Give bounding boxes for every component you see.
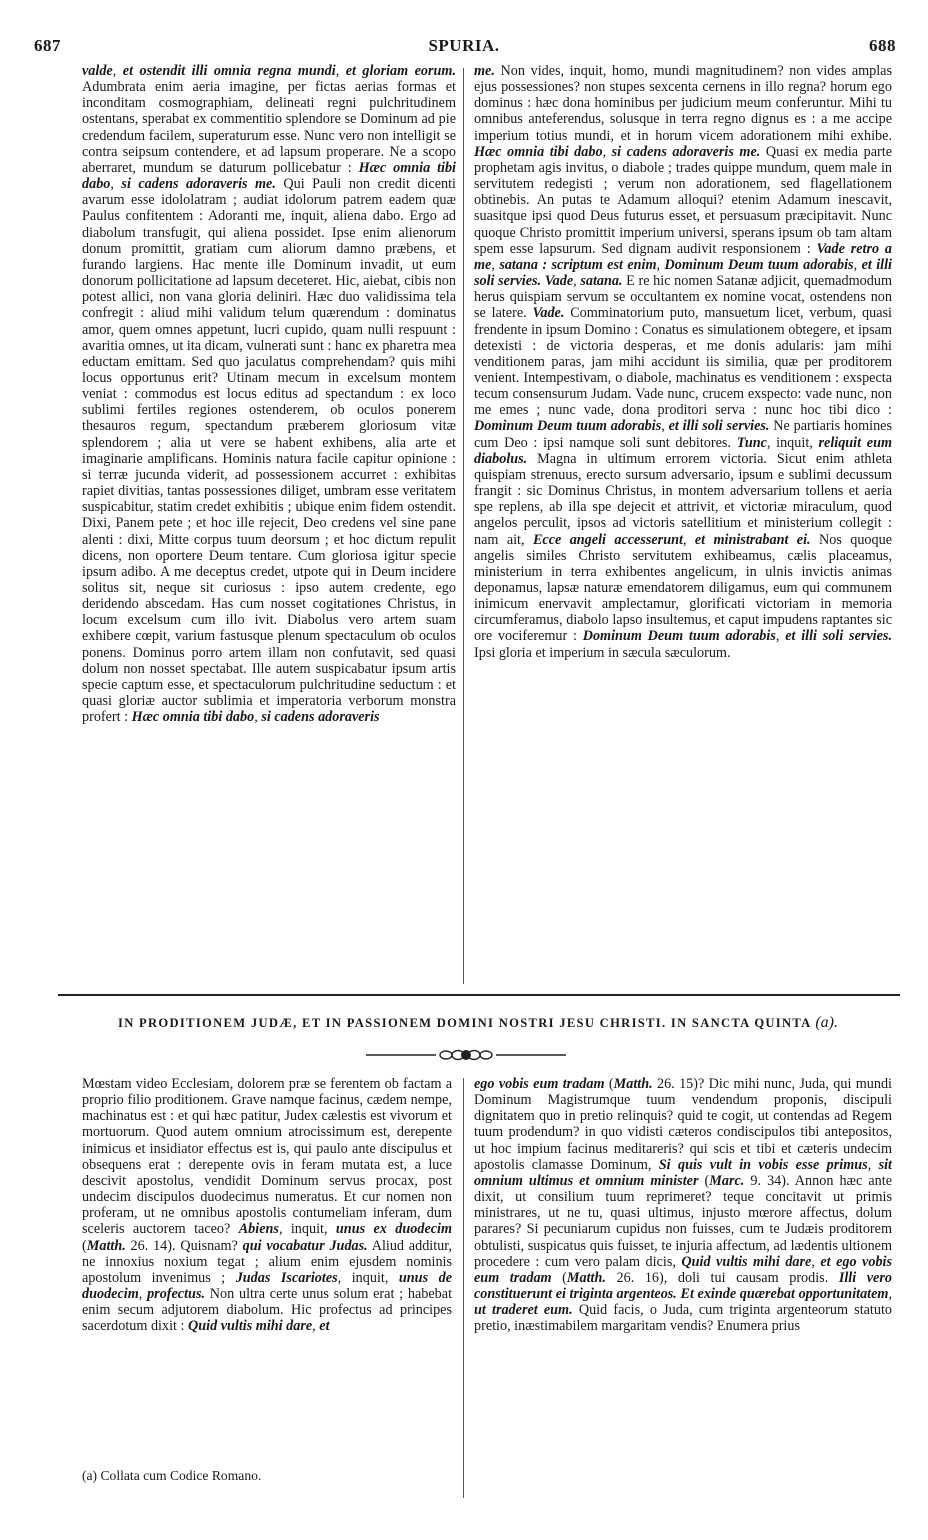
bottom-right-text: ego vobis eum tradam (Matth. 26. 15)? Dic mihi nunc, Juda, qui mundi Dominum Magistrumque tuum vendendum proponis, discipuli dignitatem quo in pretio relinquis? quid te cogit, ut contendas ad Regem tuum prodendum? in quo vidisti cæteros condiscipulos tibi antepositos, ut hoc impium facinus meditareris? qui scis et tibi et cæteris undecim apostolis clamasse Dominum, Si quis vult in vobis esse primus, sit omnium ultimus et omnium minister (Marc. 9. 34). Annon hæc ante dixit, ut consilium tuum reprimeret? teque concitavit ut primis ministrares, ut ne tu, quasi ultimus, injusto mœrore affectus, dolum parares? Si pecuniarum cupidus non fuisses, cum te Judæis proditorem obtulisti, suspicatus quis fuisset, te injuria affectum, ad lædentis ultionem procedere : cum vero palam dicis, Quid vultis mihi dare, et ego vobis eum tradam (Matth. 26. 16), doli tui causam prodis. Illi vero constituerunt ei triginta argenteos. Et exinde quærebat opportunitatem, ut traderet eum. Quid facis, o Juda, cum triginta argenteorum statuto pretio, inæstimabilem margaritam vendis? Enumera prius: [474, 1076, 892, 1335]
section-divider-line: [58, 994, 900, 996]
column-rule-top: [463, 68, 464, 984]
top-left-text: valde, et ostendit illi omnia regna mundi, et gloriam eorum. Adumbrata enim aeria imagine, per fictas aerias formas et inconditam cosmographiam, delineati regni pulchritudinem ostentans, sperabat ex commentitio splendore se Dominum ad pie credendum facilem, superaturum esse. Nunc vero non intelligit se contra seipsum contendere, et ad lapsum properare. Ne a scopo aberraret, mundum se daturum pollicebatur : Hæc omnia tibi dabo, si cadens adoraveris me. Qui Pauli non credit dicenti avarum esse idololatram ; audiat idolorum patrem eadem quæ Paulus confitentem : Adoranti me, inquit, aliena dabo. Ergo ad diabolum transfugit, qui aliena possidet. Ipse enim alienorum donum promittit, gratiam cum aliorum damno præbens, et furando largiens. Hac mente ille Dominum invadit, ut eum donorum pollicitatione ad lapsum deceteret. Hic, aiebat, cibis non potest allici, non vana gloria deliniri. Hæc duo validissima tela confregit : aliud mihi validum telum quærendum : dominatus amor, quem omnes appetunt, lucri cupido, quam nulli respuunt : avaritia omnes, ut ita dicam, vulnerati sunt : hanc ex pharetra mea eductam emittam. Sed quo jaculatus comprehendam? quis mihi locus opportunus erit? Utinam mecum in excelsum montem veniat : commodus est locus editus ad spectandum : ex loco sublimi fertiles regiones ostenderem, ob oculos ponerem thesauros regum, spectandum præberem gloriosum vitæ splendorem ; alia ut vere se habent exhibens, alia arte et imaginarie amplificans. Hominis natura facile capitur opinione : si terræ jucunda viderit, ad possessionem accurret : exhibitas rapiet divitias, tantas possessiones diliget, umbram esse veritatem suspicabitur, statim credet exhibitis ; ubique enim fidem ostendit. Dixi, Panem pete ; et hoc ille rejecit, Deo credens vel sine pane alenti : dixi, Mitte corpus tuum deorsum ; et hoc dictum repulit dicens, non oportere Deum tentare. Cum gloriosa igitur specie ipsum adibo. A me deceptus credet, utpote qui in Deum incidere solitus sit, neque sit curiosus : ipso autem credente, ego deridendo abscedam. Has cum nosset cogitationes Christus, in locum excelsum cum illo ivit. Diabolus vero artem suam exhibere cœpit, varium fastusque plenum spectaculum ob oculos ponens. Dominus porro artem illam non confutavit, sed quasi dolum non nosset spectabat. Ille autem suspicabatur ipsum artis specie captum esse, et spectaculorum pulchritudine seductum : et quasi gloriæ auctor sublimia et imperatoria verborum monstra profert : Hæc omnia tibi dabo, si cadens adoraveris: [82, 63, 456, 726]
running-title: SPURIA.: [428, 36, 500, 55]
top-right-column: [474, 63, 892, 985]
section-title: [60, 1014, 896, 1032]
running-header: [28, 36, 900, 60]
section-note-marker: (a).: [815, 1014, 838, 1031]
column-rule-bottom: [463, 1078, 464, 1498]
top-left-column: [82, 63, 456, 985]
ornament-divider-icon: [366, 1046, 566, 1064]
section-title-text: IN PRODITIONEM JUDÆ, ET IN PASSIONEM DOMINI NOSTRI JESU CHRISTI. IN SANCTA QUINTA: [118, 1016, 811, 1030]
bottom-left-column: [82, 1076, 452, 1438]
right-page-number: 688: [869, 36, 896, 55]
left-page-number: 687: [34, 36, 61, 55]
bottom-right-column: [474, 1076, 892, 1512]
bottom-left-text: Mœstam video Ecclesiam, dolorem præ se ferentem ob factam a proprio filio proditionem. Grave namque facinus, cædem nempe, machinatus est : et qui hæc patitur, Judex cælestis est vivorum et mortuorum. Quod autem omnium atrocissimum est, derepente inimicus et insidiator effectus est is, qui paulo ante discipulus et obsequens erat : derepente ovis in feram mutata est, a luce descivit apostolus, vendidit Dominum servus procax, post undecim discipulos duodecimus numeratus. Et cur nomen non proferam, ut ne omnibus apostolis contumeliam inferam, dum sceleris auctorem taceo? Abiens, inquit, unus ex duodecim (Matth. 26. 14). Quisnam? qui vocabatur Judas. Aliud additur, ne innoxius noxium tegat ; alium enim ejusdem nominis apostolum invenimus ; Judas Iscariotes, inquit, unus de duodecim, profectus. Non ultra certe unus solum erat ; habebat enim secum adjutorem diabolum. Hic profectus ad principes sacerdotum dixit : Quid vultis mihi dare, et: [82, 1076, 452, 1335]
footnote: (a) Collata cum Codice Romano.: [82, 1468, 262, 1483]
top-right-text: me. Non vides, inquit, homo, mundi magnitudinem? non vides amplas ejus possessiones? non stupes sexcenta cernens in illo regna? horum ego dominus : hæc dona hominibus per judicium meum conferuntur. Mihi tu omnibus anteferendus, solusque in terra regno dignus es : a me accipe imperium totius mundi, et in horum vicem adorationem mihi exhibe. Hæc omnia tibi dabo, si cadens adoraveris me. Quasi ex media parte prophetam agis invitus, o diabole ; trades quippe mundum, quem male in servitutem redegisti ; verum non adorationem, sed flagellationem obtinebis. An putas te Adamum alloqui? etenim Adamum inescavit, suasitque ipsi quod Deus futurus esset, et persuasum præcipitavit. Nunc quoque Christo promittit imperium universi, sperans ipsum ob tam altam spem esse lapsurum. Sed dignam audivit responsionem : Vade retro a me, satana : scriptum est enim, Dominum Deum tuum adorabis, et illi soli servies. Vade, satana. E re hic nomen Satanæ adjicit, quemadmodum herus quispiam servum se occultantem ex nomine vocat, ostendens non se latere. Vade. Comminatorium puto, mansuetum licet, verbum, quasi frendente in ipsum Domino : Conatus es simulationem obtegere, et ipsam detexisti : de victoria desperas, et me donis adularis: jam mihi venditionem paras, jam mihi accidunt iis similia, quæ per proditorem venient. Intempestivam, o diabole, machinatus es venditionem : exspecta tecum consensurum Judam. Vade nunc, crucem exspecto: vade nunc, non me emes ; nunc vade, dona proditori serva : nunc hoc tibi dico : Dominum Deum tuum adorabis, et illi soli servies. Ne partiaris homines cum Deo : ipsi namque soli sunt debitores. Tunc, inquit, reliquit eum diabolus. Magna in ultimum errorem victoria. Sicut enim athleta quispiam strenuus, erecto sursum adversario, ipsum e sublimi decussum frangit : sic Dominus Christus, in montem adversarium tollens et aeria spe replens, ab illa spe dejecit et attrivit, et victoriæ miraculum, quod angelos perculit, ipsos ad victoris satellitium et ministerium collegit : nam ait, Ecce angeli accesserunt, et ministrabant ei. Nos quoque angelis similes Christo servitutem exhibeamus, cælis placeamus, ministerium in terra exhibentes angelicum, in ulnis invictis animas deponamus, lapsæ naturæ emendatorem diligamus, eum qui communem inimicum enervavit amplectamur, glorificati victoriam in memoria circumferamus, diabolo lapso insultemus, et caput impudens raptantes sic ore vociferemur : Dominum Deum tuum adorabis, et illi soli servies. Ipsi gloria et imperium in sæcula sæculorum.: [474, 63, 892, 661]
